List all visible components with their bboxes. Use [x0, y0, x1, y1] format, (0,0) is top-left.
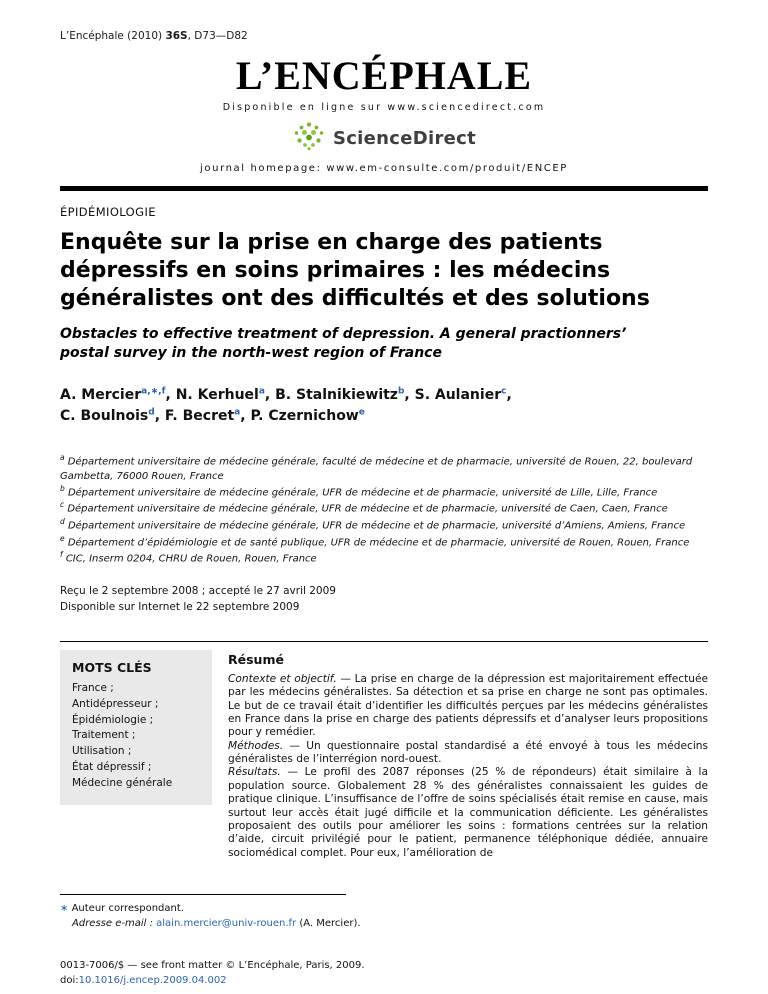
asterisk-marker: ∗ [60, 902, 69, 914]
affiliation: $^e$ Département d’épidémiologie et de santé publique, UFR de médecine et de pharmacie, université de Rouen, Rouen, France [60, 533, 690, 548]
footnote-rule [60, 894, 346, 895]
keywords-heading: MOTS CLÉS [72, 660, 152, 676]
author-affiliation-sup: e [358, 407, 365, 418]
abstract-section [60, 650, 708, 860]
author-affiliation-sup: a [258, 386, 265, 397]
doi-link[interactable]: 10.1016/j.encep.2009.04.002 [78, 975, 227, 987]
available-online-date: Disponible sur Internet le 22 septembre 2009 [60, 600, 300, 613]
article-subtitle-english: Obstacles to effective treatment of depression. A general practionners’ postal survey in the north-west region of France [60, 326, 627, 362]
sciencedirect-logo[interactable] [60, 121, 708, 155]
author-affiliation-sup: d [148, 407, 155, 418]
email-line [72, 916, 708, 932]
abstract-paragraph: Méthodes. — Un questionnaire postal standardisé a été envoyé à tous les médecins généralistes de l’interrégion nord-ouest. [228, 739, 708, 766]
corresponding-author-note: ∗ Auteur correspondant. [60, 902, 184, 914]
paragraph-lead: Résultats. [228, 766, 281, 779]
abstract-column [228, 650, 708, 860]
affiliation: $^a$ Département universitaire de médecine générale, faculté de médecine et de pharmacie, université de Rouen, 22, boulevard Gambetta, 76000 Rouen, France [60, 453, 693, 482]
author-affiliation-sup: a [234, 407, 241, 418]
author-affiliation-sup: b [397, 386, 405, 397]
article-title: Enquête sur la prise en charge des patients dépressifs en soins primaires : les médecins généralistes ont des difficultés et des solutions [60, 230, 650, 312]
abstract-divider-rule [60, 641, 708, 642]
paragraph-lead: Méthodes. [228, 739, 284, 752]
received-date: Reçu le 2 septembre 2008 ; accepté le 27 avril 2009 [60, 584, 336, 597]
author-affiliation-sup: a,∗,f [141, 386, 166, 397]
paragraph-lead: Contexte et objectif. [228, 673, 337, 686]
journal-volume: 36S [165, 30, 188, 42]
affiliation: $^f$ CIC, Inserm 0204, CHRU de Rouen, Rouen, France [60, 550, 317, 565]
available-online-line [60, 102, 708, 113]
author: N. Kerhuel$^a$, [175, 386, 276, 404]
journal-pages: , D73—D82 [187, 30, 248, 42]
email-suffix: (A. Mercier). [296, 918, 361, 930]
author-affiliation-sup: c [501, 386, 507, 397]
author: B. Stalnikiewitz$^b$, [275, 386, 415, 404]
abstract-paragraph: Résultats. — Le profil des 2087 réponses (25 % de répondeurs) était similaire à la population source. Globalement 28 % des généralistes connaissaient les guides de pratique clinique. L’insuffisance de l’offre de soins spécialisés était remise en cause, mais surtout leur accès était jugé difficile et la communication déficiente. Les généralistes proposaient des outils pour améliorer les soins : formations centrées sur la relation d’aide, circuit privilégié pour le patient, permanence téléphonique dédiée, annuaire sociomédical complet. Pour eux, l’amélioration de [228, 766, 708, 859]
journal-logo: L’ENCÉPHALE [235, 53, 533, 98]
header-divider-rule [60, 186, 708, 191]
correspondence-footnote [60, 901, 708, 932]
keyword-item: France ; [72, 682, 114, 695]
sciencedirect-wordmark[interactable]: ScienceDirect [332, 127, 477, 149]
journal-name: L’Encéphale (2010) [60, 30, 166, 42]
sciencedirect-url-link[interactable]: www.sciencedirect.com [387, 102, 546, 113]
abstract-paragraph: Contexte et objectif. — La prise en charge de la dépression est majoritairement effectuée par les médecins généralistes. Sa détection et sa prise en charge ne sont pas optimales. Le but de ce travail était d’identifier les difficultés perçues par les médecins généralistes en France dans la prise en charge des patients dépressifs et d’analyser leurs propositions pour y remédier. [228, 673, 708, 739]
article-history [60, 583, 708, 616]
doi-label: doi: [60, 975, 79, 987]
homepage-url-link[interactable]: www.em-consulte.com/produit/ENCEP [326, 163, 568, 174]
journal-homepage-line [60, 163, 708, 174]
email-label: Adresse e-mail : [72, 918, 157, 930]
sciencedirect-dots-icon [292, 121, 326, 155]
keyword-item: Utilisation ; [72, 745, 132, 758]
abstract-heading: Résumé [228, 652, 284, 668]
journal-masthead [60, 54, 708, 174]
homepage-label: journal homepage: [200, 163, 327, 174]
doi-line [60, 973, 708, 989]
keyword-item: État dépressif ; [72, 760, 152, 773]
section-label: ÉPIDÉMIOLOGIE [60, 205, 156, 219]
keyword-item: Médecine générale [72, 776, 173, 789]
keywords-box [60, 650, 212, 805]
affiliation: $^c$ Département universitaire de médecine générale, UFR de médecine et de pharmacie, université de Caen, Caen, France [60, 500, 668, 515]
keyword-item: Traitement ; [72, 729, 136, 742]
author: P. Czernichow$^e$ [250, 407, 365, 425]
front-matter-line: 0013-7006/$ — see front matter © L’Encéphale, Paris, 2009. [60, 959, 365, 971]
author: C. Boulnois$^d$, [60, 407, 165, 425]
keyword-item: Épidémiologie ; [72, 713, 154, 726]
author: A. Mercier$^{a,∗,f}$, [60, 386, 176, 404]
author-list [60, 385, 708, 427]
affiliation: $^b$ Département universitaire de médecine générale, UFR de médecine et de pharmacie, université de Lille, Lille, France [60, 483, 658, 499]
email-link[interactable]: alain.mercier@univ-rouen.fr [156, 918, 297, 930]
keyword-item: Antidépresseur ; [72, 697, 159, 710]
journal-reference [60, 30, 708, 42]
available-online-label: Disponible en ligne sur [222, 102, 388, 113]
author: F. Becret$^a$, [164, 407, 251, 425]
affiliation-list [60, 453, 708, 566]
article-footer [60, 958, 708, 989]
author: S. Aulanier$^c$, [414, 386, 512, 404]
affiliation: $^d$ Département universitaire de médecine générale, UFR de médecine et de pharmacie, université d’Amiens, Amiens, France [60, 516, 686, 532]
